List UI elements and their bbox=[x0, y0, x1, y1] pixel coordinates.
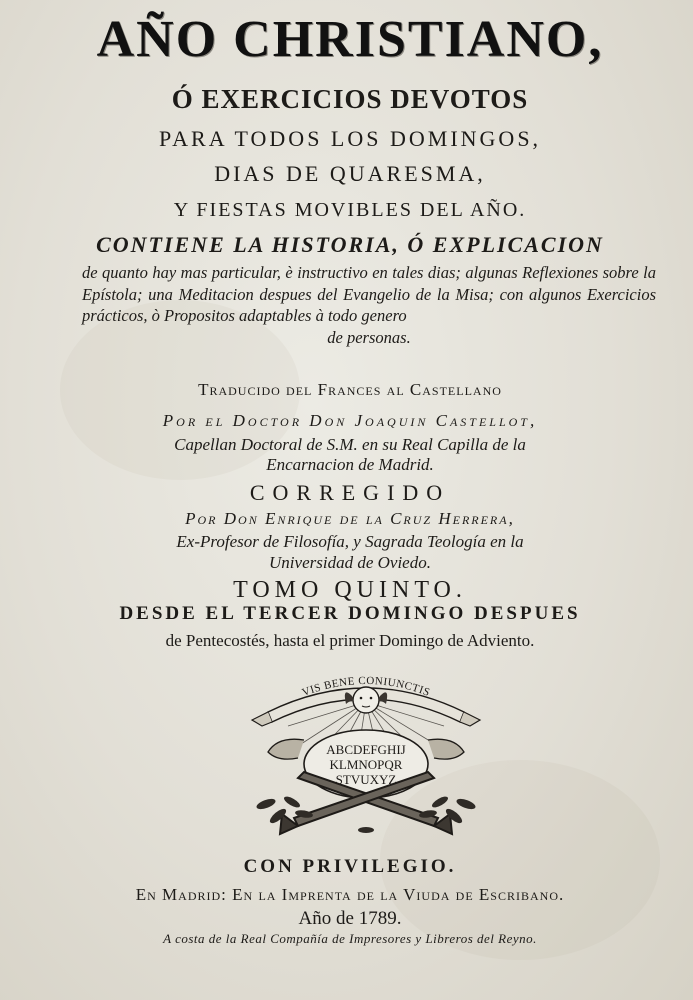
volume-range: de Pentecostés, hasta el primer Domingo de Adviento. bbox=[165, 631, 535, 650]
translation-line: Traducido del Frances al Castellano bbox=[198, 380, 502, 399]
translator-role-1: Capellan Doctoral de S.M. en su Real Capilla de la bbox=[174, 435, 526, 454]
contents-body: de quanto hay mas particular, è instructivo en tales dias; algunas Reflexiones sobre la Epístola; una Meditacion despues del Evangelio de la Misa; con algunos Exercicios prácticos, ò Propositos adaptables à todo genero bbox=[82, 263, 656, 325]
emblem-alphabet-1: ABCDEFGHIJ bbox=[326, 742, 406, 757]
printer-emblem bbox=[238, 666, 494, 840]
corrected-label: CORREGIDO bbox=[249, 480, 451, 505]
emblem-alphabet-2: KLMNOPQR bbox=[329, 757, 403, 772]
subtitle-line-4: Y FIESTAS MOVIBLES DEL AÑO. bbox=[173, 199, 527, 221]
privilege-line: CON PRIVILEGIO. bbox=[243, 856, 457, 877]
imprint-costa: A costa de la Real Compañía de Impresores y Libreros del Reyno. bbox=[163, 931, 537, 946]
imprint-place: En Madrid: En la Imprenta de la Viuda de Escribano. bbox=[135, 885, 565, 904]
volume-range-heading: DESDE EL TERCER DOMINGO DESPUES bbox=[119, 603, 581, 624]
book-title: AÑO CHRISTIANO, bbox=[96, 11, 604, 68]
imprint-year: Año de 1789. bbox=[298, 908, 402, 929]
cherub-icon bbox=[353, 687, 379, 713]
translator-role-2: Encarnacion de Madrid. bbox=[266, 455, 434, 474]
contents-paragraph bbox=[82, 262, 656, 348]
emblem-motto: VIS BENE CONIUNCTIS bbox=[300, 674, 432, 699]
volume-number: TOMO QUINTO. bbox=[233, 577, 467, 603]
contents-heading: CONTIENE LA HISTORIA, Ó EXPLICACION bbox=[96, 232, 604, 257]
contents-last-line: de personas. bbox=[327, 327, 411, 347]
corrector-role-1: Ex-Profesor de Filosofía, y Sagrada Teología en la bbox=[176, 532, 524, 551]
subtitle-line-3: DIAS DE QUARESMA, bbox=[214, 161, 486, 186]
emblem-alphabet-3: STVUXYZ bbox=[335, 772, 397, 787]
subtitle-line-1: Ó EXERCICIOS DEVOTOS bbox=[171, 84, 529, 114]
corrector-role-2: Universidad de Oviedo. bbox=[269, 553, 431, 572]
subtitle-line-2: PARA TODOS LOS DOMINGOS, bbox=[158, 126, 542, 151]
corrector-name: Por Don Enrique de la Cruz Herrera, bbox=[185, 509, 515, 528]
translator-name: Por el Doctor Don Joaquin Castellot, bbox=[162, 411, 538, 430]
